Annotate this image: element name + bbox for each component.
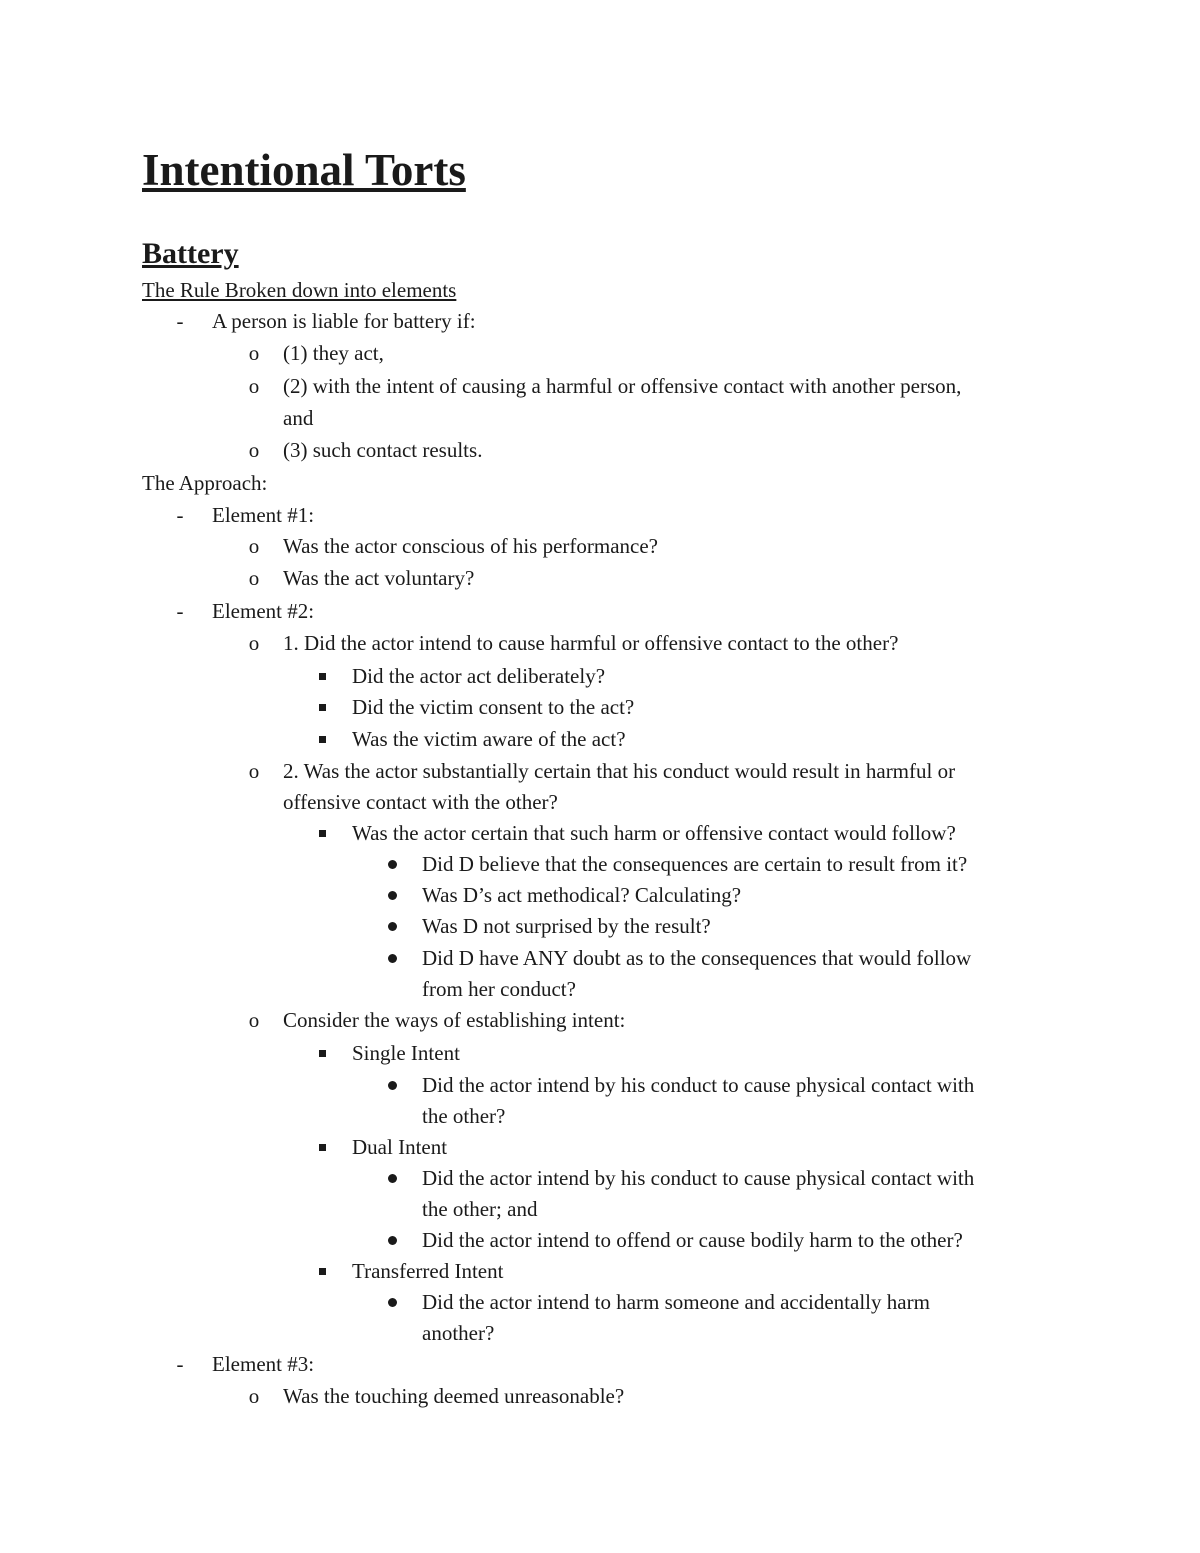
circle-bullet: o: [248, 759, 260, 783]
dual-intent-line-continued: the other; and: [422, 1197, 538, 1221]
rule-item: (1) they act,: [283, 341, 384, 365]
circle-bullet: o: [248, 566, 260, 590]
approach-heading: The Approach:: [142, 471, 268, 495]
circle-bullet: o: [248, 631, 260, 655]
element-1-item: Was the act voluntary?: [283, 566, 475, 590]
section-heading-battery: Battery: [142, 237, 239, 270]
question-2-sub: Was the actor certain that such harm or offensive contact would follow?: [352, 821, 956, 845]
page-title: Intentional Torts: [142, 145, 466, 195]
question-1-item: Was the victim aware of the act?: [352, 727, 626, 751]
circle-bullet: o: [248, 534, 260, 558]
element-2-question-1: 1. Did the actor intend to cause harmful or offensive contact to the other?: [283, 631, 899, 655]
question-2-sub-item: Was D’s act methodical? Calculating?: [422, 883, 742, 907]
rule-item: (2) with the intent of causing a harmful or offensive contact with another person,: [283, 374, 962, 398]
element-3-item: Was the touching deemed unreasonable?: [283, 1384, 625, 1408]
round-bullet-icon: [383, 1225, 403, 1255]
round-bullet-icon: [383, 880, 403, 910]
round-bullet-icon: [383, 1070, 403, 1100]
dash-bullet: -: [176, 503, 184, 527]
round-bullet-icon: [383, 1287, 403, 1317]
dash-bullet: -: [176, 599, 184, 623]
rule-item: (3) such contact results.: [283, 438, 483, 462]
circle-bullet: o: [248, 438, 260, 462]
question-1-item: Did the actor act deliberately?: [352, 664, 606, 688]
circle-bullet: o: [248, 1008, 260, 1032]
round-bullet-icon: [383, 1163, 403, 1193]
rule-item-continued: and: [283, 406, 314, 430]
element-2-question-2-continued: offensive contact with the other?: [283, 790, 558, 814]
dash-bullet: -: [176, 1352, 184, 1376]
dual-intent-line: Did the actor intend by his conduct to cause physical contact with: [422, 1166, 975, 1190]
dual-intent-line: Did the actor intend to offend or cause bodily harm to the other?: [422, 1228, 963, 1252]
square-bullet-icon: [313, 661, 333, 691]
single-intent-label: Single Intent: [352, 1041, 460, 1065]
transferred-intent-line: Did the actor intend to harm someone and accidentally harm: [422, 1290, 930, 1314]
single-intent-line-continued: the other?: [422, 1104, 506, 1128]
single-intent-line: Did the actor intend by his conduct to cause physical contact with: [422, 1073, 975, 1097]
question-2-sub-item-continued: from her conduct?: [422, 977, 576, 1001]
transferred-intent-label: Transferred Intent: [352, 1259, 504, 1283]
square-bullet-icon: [313, 1132, 333, 1162]
transferred-intent-line-continued: another?: [422, 1321, 495, 1345]
square-bullet-icon: [313, 1256, 333, 1286]
circle-bullet: o: [248, 341, 260, 365]
element-2-label: Element #2:: [212, 599, 315, 623]
element-3-label: Element #3:: [212, 1352, 315, 1376]
dash-bullet: -: [176, 309, 184, 333]
question-2-sub-item: Did D believe that the consequences are certain to result from it?: [422, 852, 968, 876]
element-1-label: Element #1:: [212, 503, 315, 527]
question-2-sub-item: Was D not surprised by the result?: [422, 914, 711, 938]
round-bullet-icon: [383, 911, 403, 941]
rule-intro: A person is liable for battery if:: [212, 309, 476, 333]
rule-heading: The Rule Broken down into elements: [142, 278, 457, 302]
element-1-item: Was the actor conscious of his performance?: [283, 534, 658, 558]
square-bullet-icon: [313, 724, 333, 754]
round-bullet-icon: [383, 943, 403, 973]
circle-bullet: o: [248, 1384, 260, 1408]
square-bullet-icon: [313, 1038, 333, 1068]
square-bullet-icon: [313, 818, 333, 848]
round-bullet-icon: [383, 849, 403, 879]
square-bullet-icon: [313, 692, 333, 722]
ways-of-intent: Consider the ways of establishing intent:: [283, 1008, 626, 1032]
dual-intent-label: Dual Intent: [352, 1135, 448, 1159]
element-2-question-2: 2. Was the actor substantially certain that his conduct would result in harmful or: [283, 759, 956, 783]
question-1-item: Did the victim consent to the act?: [352, 695, 635, 719]
question-2-sub-item: Did D have ANY doubt as to the consequences that would follow: [422, 946, 972, 970]
circle-bullet: o: [248, 374, 260, 398]
